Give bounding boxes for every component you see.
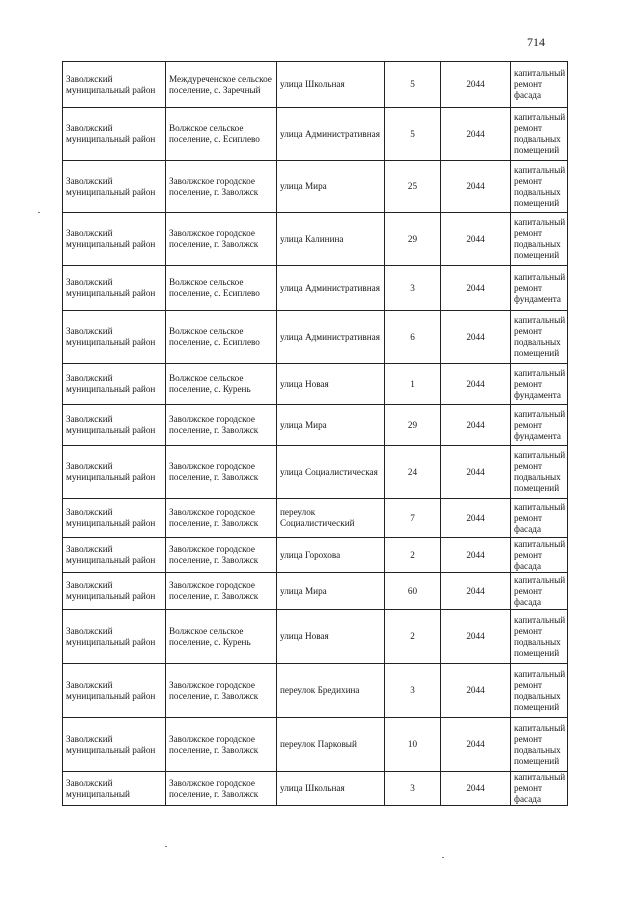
district-cell: Заволжский муниципальный район [63, 664, 166, 718]
street-cell: улица Горохова [277, 538, 385, 573]
house-number-cell: 24 [385, 446, 441, 499]
house-number-cell: 10 [385, 718, 441, 772]
street-cell: улица Школьная [277, 62, 385, 108]
work-type-cell: капитальный ремонт фасада [511, 499, 568, 538]
settlement-cell: Заволжское городское поселение, г. Заволжск [166, 538, 277, 573]
settlement-cell: Волжское сельское поселение, с. Курень [166, 610, 277, 664]
work-type-cell: капитальный ремонт фасада [511, 62, 568, 108]
work-type-cell: капитальный ремонт фасада [511, 538, 568, 573]
street-cell: улица Новая [277, 364, 385, 405]
street-cell: улица Калинина [277, 213, 385, 266]
district-cell: Заволжский муниципальный район [63, 610, 166, 664]
street-cell: улица Административная [277, 108, 385, 161]
work-type-cell: капитальный ремонт фасада [511, 772, 568, 806]
settlement-cell: Волжское сельское поселение, с. Есиплево [166, 266, 277, 311]
page-number: 714 [527, 35, 545, 49]
year-cell: 2044 [441, 664, 511, 718]
year-cell: 2044 [441, 62, 511, 108]
year-cell: 2044 [441, 610, 511, 664]
street-cell: улица Административная [277, 266, 385, 311]
street-cell: улица Новая [277, 610, 385, 664]
street-cell: переулок Парковый [277, 718, 385, 772]
district-cell: Заволжский муниципальный район [63, 161, 166, 213]
scan-speck [165, 846, 167, 847]
table-row [63, 364, 568, 405]
year-cell: 2044 [441, 161, 511, 213]
district-cell: Заволжский муниципальный район [63, 499, 166, 538]
year-cell: 2044 [441, 573, 511, 610]
settlement-cell: Заволжское городское поселение, г. Заволжск [166, 161, 277, 213]
house-number-cell: 3 [385, 266, 441, 311]
table-row [63, 311, 568, 364]
district-cell: Заволжский муниципальный район [63, 405, 166, 446]
district-cell: Заволжский муниципальный район [63, 266, 166, 311]
work-type-cell: капитальный ремонт подвальных помещений [511, 108, 568, 161]
table-row [63, 108, 568, 161]
work-type-cell: капитальный ремонт подвальных помещений [511, 610, 568, 664]
year-cell: 2044 [441, 311, 511, 364]
district-cell: Заволжский муниципальный район [63, 364, 166, 405]
street-cell: улица Мира [277, 573, 385, 610]
table-row [63, 213, 568, 266]
table-row [63, 499, 568, 538]
district-cell: Заволжский муниципальный район [63, 718, 166, 772]
street-cell: переулок Социалистический [277, 499, 385, 538]
work-type-cell: капитальный ремонт фундамента [511, 405, 568, 446]
street-cell: улица Школьная [277, 772, 385, 806]
settlement-cell: Междуреченское сельское поселение, с. Заречный [166, 62, 277, 108]
house-number-cell: 7 [385, 499, 441, 538]
house-number-cell: 29 [385, 405, 441, 446]
settlement-cell: Заволжское городское поселение, г. Заволжск [166, 664, 277, 718]
table-row [63, 610, 568, 664]
table-row [63, 266, 568, 311]
house-number-cell: 3 [385, 664, 441, 718]
district-cell: Заволжский муниципальный район [63, 573, 166, 610]
scan-speck [442, 857, 444, 858]
work-type-cell: капитальный ремонт фасада [511, 573, 568, 610]
scan-speck [38, 212, 40, 213]
work-type-cell: капитальный ремонт подвальных помещений [511, 161, 568, 213]
house-number-cell: 25 [385, 161, 441, 213]
year-cell: 2044 [441, 718, 511, 772]
house-number-cell: 60 [385, 573, 441, 610]
settlement-cell: Заволжское городское поселение, г. Заволжск [166, 446, 277, 499]
work-type-cell: капитальный ремонт подвальных помещений [511, 446, 568, 499]
year-cell: 2044 [441, 538, 511, 573]
house-number-cell: 1 [385, 364, 441, 405]
year-cell: 2044 [441, 108, 511, 161]
year-cell: 2044 [441, 266, 511, 311]
district-cell: Заволжский муниципальный район [63, 311, 166, 364]
work-type-cell: капитальный ремонт подвальных помещений [511, 718, 568, 772]
street-cell: улица Мира [277, 161, 385, 213]
settlement-cell: Волжское сельское поселение, с. Есиплево [166, 311, 277, 364]
year-cell: 2044 [441, 446, 511, 499]
table-row [63, 446, 568, 499]
table-row [63, 161, 568, 213]
district-cell: Заволжский муниципальный район [63, 62, 166, 108]
settlement-cell: Волжское сельское поселение, с. Курень [166, 364, 277, 405]
year-cell: 2044 [441, 499, 511, 538]
house-number-cell: 29 [385, 213, 441, 266]
district-cell: Заволжский муниципальный район [63, 446, 166, 499]
table-row [63, 538, 568, 573]
house-number-cell: 5 [385, 62, 441, 108]
district-cell: Заволжский муниципальный район [63, 213, 166, 266]
work-type-cell: капитальный ремонт подвальных помещений [511, 664, 568, 718]
table-row [63, 573, 568, 610]
district-cell: Заволжский муниципальный район [63, 538, 166, 573]
year-cell: 2044 [441, 364, 511, 405]
settlement-cell: Заволжское городское поселение, г. Заволжск [166, 405, 277, 446]
house-number-cell: 5 [385, 108, 441, 161]
settlement-cell: Заволжское городское поселение, г. Заволжск [166, 213, 277, 266]
work-type-cell: капитальный ремонт подвальных помещений [511, 213, 568, 266]
house-number-cell: 2 [385, 610, 441, 664]
settlement-cell: Заволжское городское поселение, г. Заволжск [166, 499, 277, 538]
settlement-cell: Волжское сельское поселение, с. Есиплево [166, 108, 277, 161]
street-cell: улица Административная [277, 311, 385, 364]
table-row [63, 664, 568, 718]
year-cell: 2044 [441, 213, 511, 266]
repair-schedule-table [62, 61, 568, 806]
work-type-cell: капитальный ремонт фундамента [511, 364, 568, 405]
district-cell: Заволжский муниципальный район [63, 108, 166, 161]
settlement-cell: Заволжское городское поселение, г. Заволжск [166, 718, 277, 772]
year-cell: 2044 [441, 405, 511, 446]
table-row [63, 62, 568, 108]
street-cell: переулок Бредихина [277, 664, 385, 718]
settlement-cell: Заволжское городское поселение, г. Заволжск [166, 772, 277, 806]
year-cell: 2044 [441, 772, 511, 806]
house-number-cell: 6 [385, 311, 441, 364]
table-row [63, 405, 568, 446]
district-cell: Заволжский муниципальный [63, 772, 166, 806]
street-cell: улица Социалистическая [277, 446, 385, 499]
settlement-cell: Заволжское городское поселение, г. Заволжск [166, 573, 277, 610]
work-type-cell: капитальный ремонт подвальных помещений [511, 311, 568, 364]
table-row [63, 718, 568, 772]
house-number-cell: 2 [385, 538, 441, 573]
work-type-cell: капитальный ремонт фундамента [511, 266, 568, 311]
house-number-cell: 3 [385, 772, 441, 806]
street-cell: улица Мира [277, 405, 385, 446]
table-row [63, 772, 568, 806]
